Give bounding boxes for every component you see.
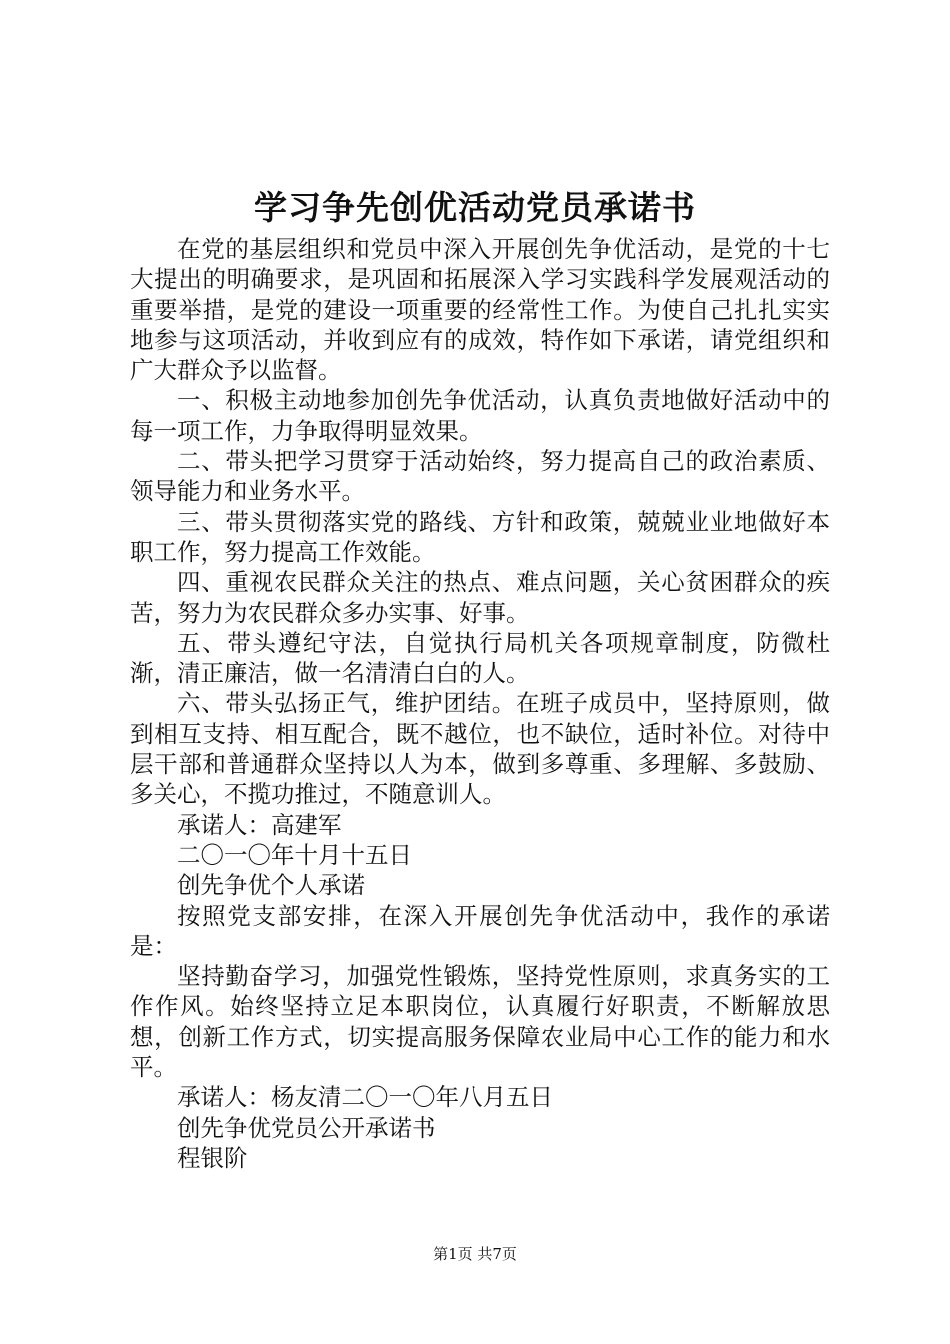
date-line-1: 二〇一〇年十月十五日 xyxy=(177,840,412,869)
section-2-intro: 按照党支部安排，在深入开展创先争优活动中，我作的承诺是： xyxy=(130,901,830,960)
commitment-item-2: 二、带头把学习贯穿于活动始终，努力提高自己的政治素质、领导能力和业务水平。 xyxy=(130,447,830,506)
commitment-item-4: 四、重视农民群众关注的热点、难点问题，关心贫困群众的疾苦，努力为农民群众多办实事、好事。 xyxy=(130,568,830,627)
section-2-body: 坚持勤奋学习，加强党性锻炼，坚持党性原则，求真务实的工作作风。始终坚持立足本职岗位，认真履行好职责，不断解放思想，创新工作方式，切实提高服务保障农业局中心工作的能力和水平。 xyxy=(130,962,830,1082)
section-3-name: 程银阶 xyxy=(177,1143,248,1172)
section-3-heading: 创先争优党员公开承诺书 xyxy=(177,1113,436,1142)
page-number-footer: 第1页 共7页 xyxy=(433,1245,517,1263)
intro-paragraph: 在党的基层组织和党员中深入开展创先争优活动，是党的十七大提出的明确要求，是巩固和拓展深入学习实践科学发展观活动的重要举措，是党的建设一项重要的经常性工作。为使自己扎扎实实地参与这项活动，并收到应有的成效，特作如下承诺，请党组织和广大群众予以监督。 xyxy=(130,235,830,385)
commitment-item-5: 五、带头遵纪守法，自觉执行局机关各项规章制度，防微杜渐，清正廉洁，做一名清清白白的人。 xyxy=(130,628,830,688)
section-2-heading: 创先争优个人承诺 xyxy=(177,871,365,900)
commitment-item-1: 一、积极主动地参加创先争优活动，认真负责地做好活动中的每一项工作，力争取得明显效果。 xyxy=(130,386,830,445)
signer-line-2: 承诺人：杨友清二〇一〇年八月五日 xyxy=(177,1083,553,1112)
document-body xyxy=(130,234,830,1173)
commitment-item-6: 六、带头弘扬正气，维护团结。在班子成员中，坚持原则，做到相互支持、相互配合，既不越位，也不缺位，适时补位。对待中层干部和普通群众坚持以人为本，做到多尊重、多理解、多鼓励、多关心，不揽功推过，不随意训人。 xyxy=(130,689,830,809)
signer-line-1: 承诺人：高建军 xyxy=(177,810,342,839)
document-title: 学习争先创优活动党员承诺书 xyxy=(254,188,696,227)
commitment-item-3: 三、带头贯彻落实党的路线、方针和政策，兢兢业业地做好本职工作，努力提高工作效能。 xyxy=(130,507,830,566)
